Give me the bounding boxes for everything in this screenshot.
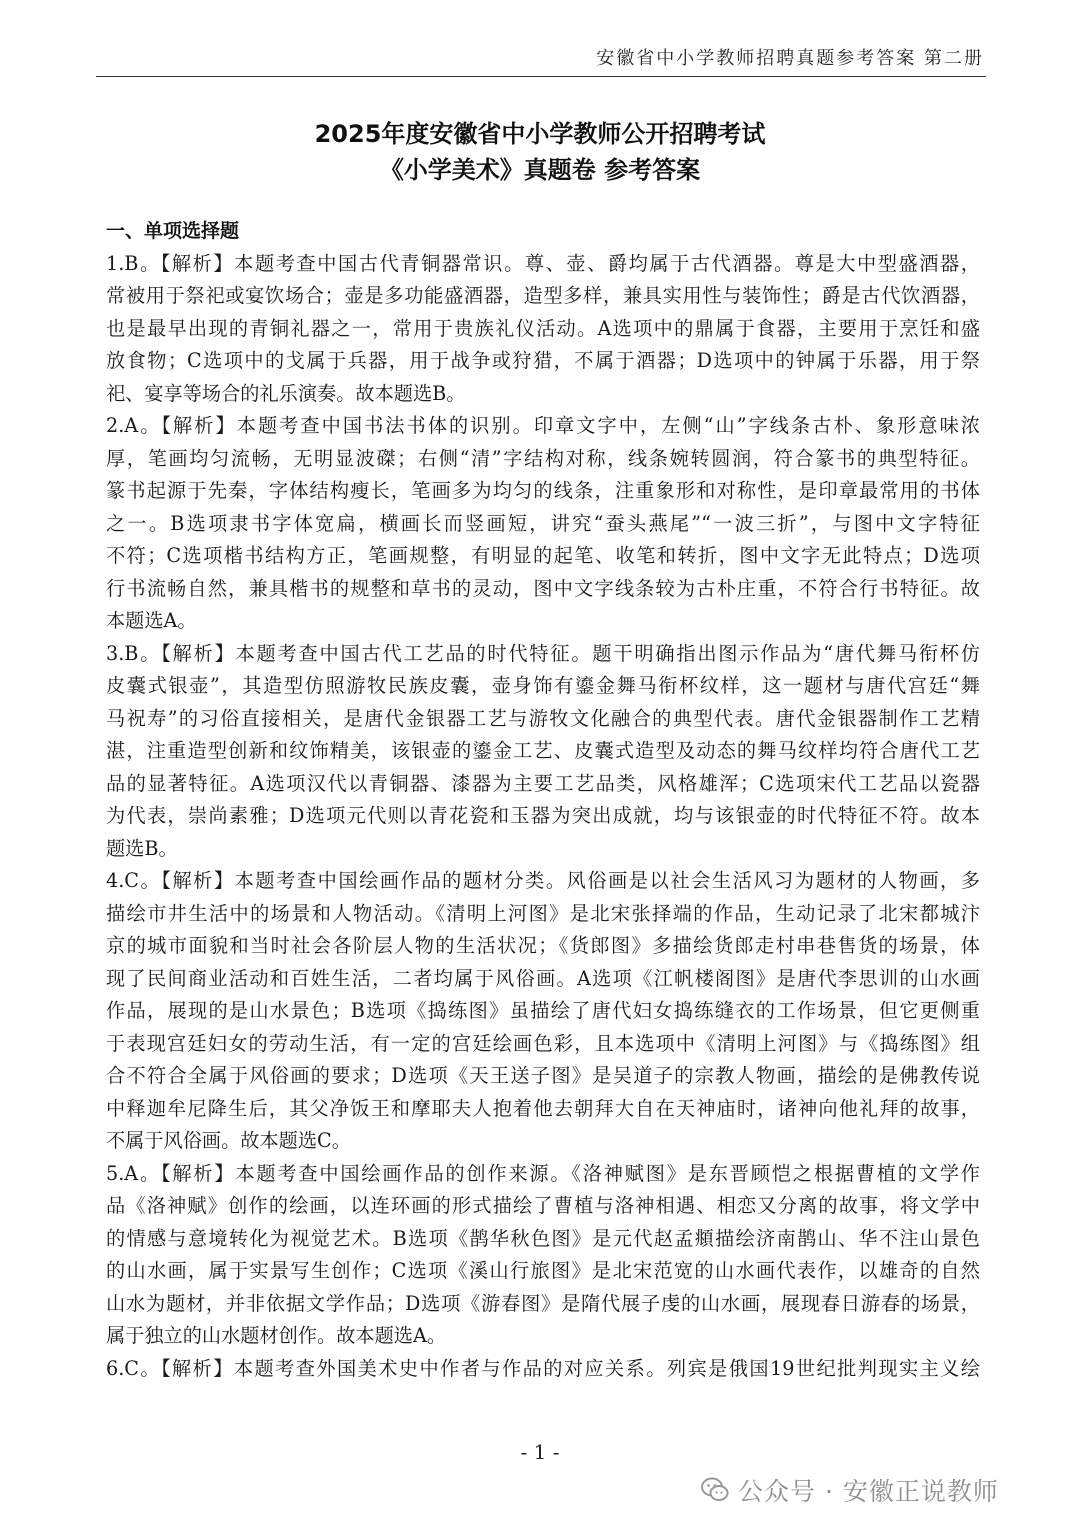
- title-line-2: 《小学美术》真题卷 参考答案: [379, 156, 701, 184]
- wechat-watermark: [700, 1470, 999, 1510]
- watermark-text: 公众号 · 安徽正说教师: [738, 1477, 999, 1506]
- header-divider: [96, 76, 986, 77]
- text-line: 5.A。【解析】本题考查中国绘画作品的创作来源。《洛神赋图》是东晋顾恺之根据曹植的文学作: [106, 1161, 980, 1185]
- text-line: 的情感与意境转化为视觉艺术。B选项《鹊华秋色图》是元代赵孟頫描绘济南鹊山、华不注山景色: [106, 1226, 980, 1250]
- answer-body: [106, 215, 980, 1385]
- text-line: 2.A。【解析】本题考查中国书法书体的识别。印章文字中，左侧“山”字线条古朴、象形意味浓: [106, 414, 980, 437]
- text-line: 篆书起源于先秦，字体结构瘦长，笔画多为均匀的线条，注重象形和对称性，是印章最常用的书体: [106, 479, 980, 502]
- text-line: 祀、宴享等场合的礼乐演奏。故本题选B。: [106, 381, 466, 405]
- text-line: 属于独立的山水题材创作。故本题选A。: [106, 1324, 447, 1347]
- text-line: 不符；C选项楷书结构方正，笔画规整，有明显的起笔、收笔和转折，图中文字无此特点；D选项: [106, 544, 980, 567]
- text-line: 6.C。【解析】本题考查外国美术史中作者与作品的对应关系。列宾是俄国19世纪批判现实主义绘: [106, 1356, 980, 1380]
- text-line: 山水为题材，并非依据文学作品；D选项《游春图》是隋代展子虔的山水画，展现春日游春的场景，: [106, 1291, 980, 1315]
- text-line: 行书流畅自然，兼具楷书的规整和草书的灵动，图中文字线条较为古朴庄重，不符合行书特征。故: [106, 576, 980, 600]
- text-line: 本题选A。: [106, 609, 197, 632]
- text-line: 描绘市井生活中的场景和人物活动。《清明上河图》是北宋张择端的作品，生动记录了北宋都城汴: [106, 901, 980, 925]
- text-line: 现了民间商业活动和百姓生活，二者均属于风俗画。A选项《江帆楼阁图》是唐代李思训的山水画: [106, 966, 980, 990]
- section-heading: 一、单项选择题: [106, 220, 240, 242]
- text-line: 皮囊式银壶”，其造型仿照游牧民族皮囊，壶身饰有鎏金舞马衔杯纹样，这一题材与唐代宫廷“舞: [106, 674, 980, 697]
- wechat-logo-icon: [700, 1475, 730, 1505]
- text-line: 中释迦牟尼降生后，其父净饭王和摩耶夫人抱着他去朝拜大自在天神庙时，诸神向他礼拜的故事，: [106, 1096, 980, 1120]
- text-line: 放食物；C选项中的戈属于兵器，用于战争或狩猎，不属于酒器；D选项中的钟属于乐器，用于祭: [106, 349, 980, 372]
- page-number: - 1 -: [520, 1440, 560, 1464]
- text-line: 不属于风俗画。故本题选C。: [106, 1129, 351, 1152]
- text-line: 之一。B选项隶书字体宽扁，横画长而竖画短，讲究“蚕头燕尾”“一波三折”，与图中文字特征: [106, 511, 980, 535]
- text-line: 马祝寿”的习俗直接相关，是唐代金银器工艺与游牧文化融合的典型代表。唐代金银器制作工艺精: [106, 706, 980, 730]
- text-line: 京的城市面貌和当时社会各阶层人物的生活状况；《货郎图》多描绘货郎走村串巷售货的场景，体: [106, 934, 980, 957]
- document-title: [0, 116, 1080, 188]
- text-line: 4.C。【解析】本题考查中国绘画作品的题材分类。风俗画是以社会生活风习为题材的人物画，多: [106, 869, 980, 892]
- text-line: 厚，笔画均匀流畅，无明显波磔；右侧“清”字结构对称，线条婉转圆润，符合篆书的典型特征。: [106, 446, 980, 470]
- title-line-1: 2025年度安徽省中小学教师公开招聘考试: [314, 120, 766, 148]
- text-line: 为代表，崇尚素雅；D选项元代则以青花瓷和玉器为突出成就，均与该银壶的时代特征不符。故本: [106, 804, 980, 827]
- text-line: 于表现宫廷妇女的劳动生活，有一定的宫廷绘画色彩，且本选项中《清明上河图》与《捣练图》组: [106, 1031, 980, 1055]
- text-line: 品《洛神赋》创作的绘画，以连环画的形式描绘了曹植与洛神相遇、相恋又分离的故事，将文学中: [106, 1194, 980, 1217]
- text-line: 作品，展现的是山水景色；B选项《捣练图》虽描绘了唐代妇女捣练缝衣的工作场景，但它更侧重: [106, 999, 980, 1022]
- text-line: 也是最早出现的青铜礼器之一，常用于贵族礼仪活动。A选项中的鼎属于食器，主要用于烹饪和盛: [106, 316, 980, 340]
- text-line: 湛，注重造型创新和纹饰精美，该银壶的鎏金工艺、皮囊式造型及动态的舞马纹样均符合唐代工艺: [106, 739, 980, 762]
- text-line: 品的显著特征。A选项汉代以青铜器、漆器为主要工艺品类，风格雄浑；C选项宋代工艺品以瓷器: [106, 771, 980, 795]
- text-line: 合不符合全属于风俗画的要求；D选项《天王送子图》是吴道子的宗教人物画，描绘的是佛教传说: [106, 1064, 980, 1087]
- text-line: 的山水画，属于实景写生创作；C选项《溪山行旅图》是北宋范宽的山水画代表作，以雄奇的自然: [106, 1259, 980, 1282]
- text-line: 1.B。【解析】本题考查中国古代青铜器常识。尊、壶、爵均属于古代酒器。尊是大中型盛酒器，: [106, 251, 980, 275]
- text-line: 3.B。【解析】本题考查中国古代工艺品的时代特征。题干明确指出图示作品为“唐代舞马衔杯仿: [106, 641, 980, 665]
- text-line: 题选B。: [106, 836, 178, 860]
- running-header: 安徽省中小学教师招聘真题参考答案 第二册: [596, 48, 984, 69]
- text-line: 常被用于祭祀或宴饮场合；壶是多功能盛酒器，造型多样，兼具实用性与装饰性；爵是古代饮酒器，: [106, 284, 980, 307]
